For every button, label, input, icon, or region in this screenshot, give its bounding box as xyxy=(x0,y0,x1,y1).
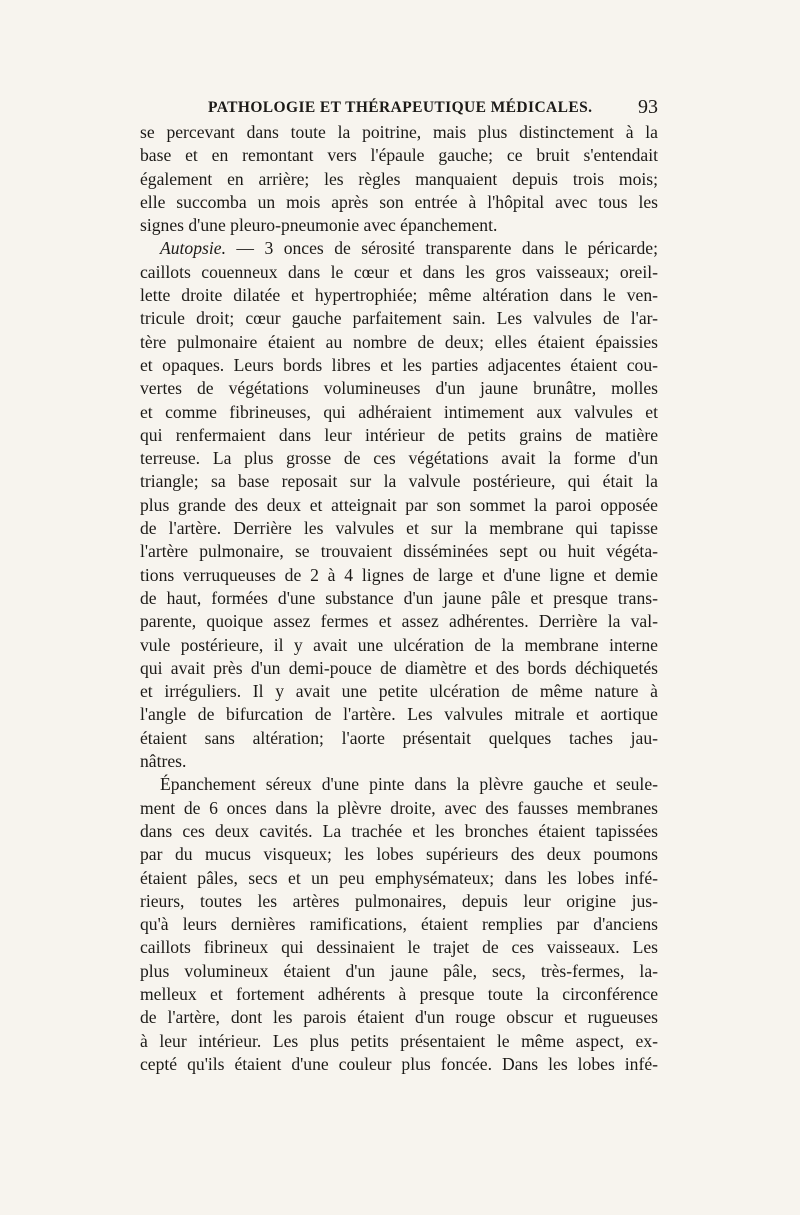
text-line: l'artère pulmonaire, se trouvaient disséminées sept ou huit végéta- xyxy=(140,541,658,562)
text-line: Épanchement séreux d'une pinte dans la plèvre gauche et seule- xyxy=(160,774,658,795)
text-line: de l'artère, dont les parois étaient d'un rouge obscur et rugueuses xyxy=(140,1007,658,1028)
body-text xyxy=(140,121,658,1076)
text-line: vertes de végétations volumineuses d'un jaune brunâtre, molles xyxy=(140,378,658,399)
text-line: qu'à leurs dernières ramifications, étaient remplies par d'anciens xyxy=(140,914,658,935)
running-title: PATHOLOGIE ET THÉRAPEUTIQUE MÉDICALES. xyxy=(208,99,593,116)
text-line: parente, quoique assez fermes et assez adhérentes. Derrière la val- xyxy=(140,611,658,632)
text-line: tions verruqueuses de 2 à 4 lignes de large et d'une ligne et demie xyxy=(140,564,658,585)
text-line: plus volumineux étaient d'un jaune pâle, secs, très-fermes, la- xyxy=(140,960,658,981)
text-line: signes d'une pleuro-pneumonie avec épanchement. xyxy=(140,215,498,236)
text-line: se percevant dans toute la poitrine, mais plus distinctement à la xyxy=(140,122,658,142)
text-line: qui avait près d'un demi-pouce de diamètre et des bords déchiquetés xyxy=(140,657,658,678)
page-number: 93 xyxy=(638,96,658,118)
text-line: nâtres. xyxy=(140,751,187,772)
text-line: dans ces deux cavités. La trachée et les bronches étaient tapissées xyxy=(140,820,658,841)
text-line: cepté qu'ils étaient d'une couleur plus foncée. Dans les lobes infé- xyxy=(140,1053,658,1074)
text-line: par du mucus visqueux; les lobes supérieurs des deux poumons xyxy=(140,844,658,865)
text-line: lette droite dilatée et hypertrophiée; même altération dans le ven- xyxy=(140,285,658,306)
text-line: et comme fibrineuses, qui adhéraient intimement aux valvules et xyxy=(140,401,658,422)
text-line: caillots fibrineux qui dessinaient le trajet de ces vaisseaux. Les xyxy=(140,937,658,958)
text-line: caillots couenneux dans le cœur et dans les gros vaisseaux; oreil- xyxy=(140,261,658,282)
text-line: ment de 6 onces dans la plèvre droite, avec des fausses membranes xyxy=(140,797,658,818)
text-line: melleux et fortement adhérents à presque toute la circonférence xyxy=(140,983,658,1004)
text-line: de haut, formées d'une substance d'un jaune pâle et presque trans- xyxy=(140,587,658,608)
text-line: étaient pâles, secs et un peu emphysémateux; dans les lobes infé- xyxy=(140,867,658,888)
autopsy-label: Autopsie. xyxy=(160,238,226,259)
text-line: à leur intérieur. Les plus petits présentaient le même aspect, ex- xyxy=(140,1030,658,1051)
text-line: base et en remontant vers l'épaule gauche; ce bruit s'entendait xyxy=(140,145,658,166)
text-line: elle succomba un mois après son entrée à l'hôpital avec tous les xyxy=(140,191,658,212)
text-line: étaient sans altération; l'aorte présentait quelques taches jau- xyxy=(140,727,658,748)
text-line: plus grande des deux et atteignait par son sommet la paroi opposée xyxy=(140,494,658,515)
text-line: qui renfermaient dans leur intérieur de petits grains de matière xyxy=(140,424,658,445)
text-line: également en arrière; les règles manquaient depuis trois mois; xyxy=(140,168,658,189)
autopsy-first-line xyxy=(140,237,658,260)
text-line: l'angle de bifurcation de l'artère. Les valvules mitrale et aortique xyxy=(140,704,658,725)
text-line: vule postérieure, il y avait une ulcération de la membrane interne xyxy=(140,634,658,655)
text-line: rieurs, toutes les artères pulmonaires, depuis leur origine jus- xyxy=(140,890,658,911)
page-header xyxy=(140,96,658,122)
text-line: tricule droit; cœur gauche parfaitement sain. Les valvules de l'ar- xyxy=(140,308,658,329)
text-line: de l'artère. Derrière les valvules et sur la membrane qui tapisse xyxy=(140,518,658,539)
text-line: terreuse. La plus grosse de ces végétations avait la forme d'un xyxy=(140,448,658,469)
text-line: et opaques. Leurs bords libres et les parties adjacentes étaient cou- xyxy=(140,354,658,375)
text-line: triangle; sa base reposait sur la valvule postérieure, qui était la xyxy=(140,471,658,492)
text-line: tère pulmonaire étaient au nombre de deux; elles étaient épaissies xyxy=(140,331,658,352)
autopsy-first-text: — 3 onces de sérosité transparente dans le péricarde; xyxy=(225,238,658,259)
text-line: et irréguliers. Il y avait une petite ulcération de même nature à xyxy=(140,681,658,702)
